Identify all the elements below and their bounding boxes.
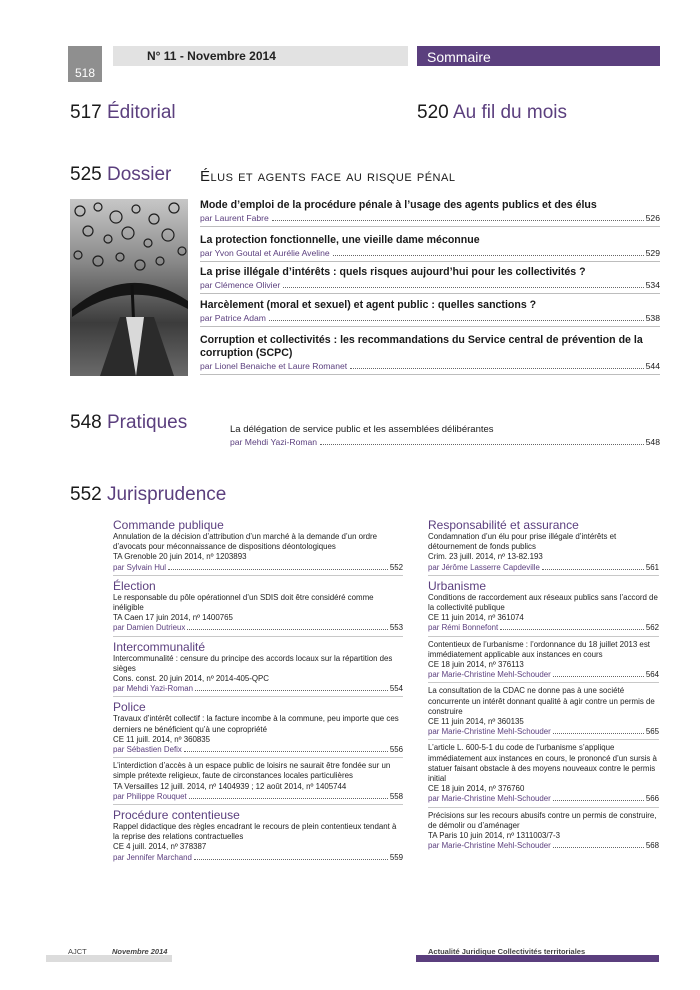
jurisprudence-right-column — [428, 515, 659, 851]
section-pratiques[interactable] — [70, 412, 187, 434]
article-byline — [200, 361, 660, 371]
article-title: La protection fonctionnelle, une vieille dame méconnue — [200, 234, 480, 246]
article-page: 544 — [645, 361, 660, 371]
case-page: 562 — [645, 623, 659, 633]
case-entry[interactable] — [428, 593, 659, 637]
case-page: 556 — [389, 745, 403, 755]
case-page: 552 — [389, 562, 403, 572]
section-label: Pratiques — [106, 412, 188, 433]
dossier-article[interactable] — [200, 299, 660, 327]
article-title: Harcèlement (moral et sexuel) et agent public : quelles sanctions ? — [200, 299, 537, 311]
divider — [113, 636, 403, 637]
article-page: 534 — [645, 280, 660, 290]
case-summary: L’interdiction d’accès à un espace public de loisirs ne saurait être fondée sur un simple prétexte religieux, faute de circonstances locales particulières — [113, 761, 391, 781]
case-reference: Crim. 23 juill. 2014, nº 13-82.193 — [428, 552, 543, 562]
case-entry[interactable] — [428, 743, 659, 807]
case-summary: Contentieux de l’urbanisme : l’ordonnance du 18 juillet 2013 est immédiatement applicable aux instances en cours — [428, 639, 650, 659]
case-author: par Marie-Christine Mehl-Schouder — [428, 727, 551, 737]
case-summary: Intercommunalité : censure du principe des accords locaux sur la répartition des sièges — [113, 653, 393, 673]
case-reference: TA Versailles 12 juill. 2014, nº 1404939 ; 12 août 2014, nº 1405744 — [113, 781, 347, 791]
case-summary: L’article L. 600-5-1 du code de l’urbanisme s’applique immédiatement aux instances en cours, le prononcé d’un sursis à statuer faisant obstacle à des moyens nouveaux contre le permis initial — [428, 743, 657, 784]
case-page: 553 — [389, 623, 403, 633]
page-number: 518 — [68, 46, 102, 82]
section-editorial[interactable] — [70, 102, 176, 124]
case-reference: CE 18 juin 2014, nº 376113 — [428, 660, 524, 670]
dossier-photo — [70, 199, 188, 376]
article-page: 548 — [645, 437, 660, 447]
article-author: par Mehdi Yazi-Roman — [230, 437, 318, 447]
article-byline — [200, 213, 660, 223]
section-fil-du-mois[interactable] — [417, 102, 567, 124]
case-reference: CE 18 juin 2014, nº 376760 — [428, 784, 525, 794]
case-summary: La consultation de la CDAC ne donne pas à une société concurrente un intérêt donnant qualité à agir contre un permis de construire — [428, 686, 655, 716]
case-entry[interactable] — [428, 640, 659, 684]
footer-journal-name: Actualité Juridique Collectivités territoriales — [428, 947, 586, 956]
article-byline — [200, 280, 660, 290]
divider — [113, 757, 403, 758]
case-summary: Rappel didactique des règles encadrant le recours de plein contentieux tendant à la reprise des relations contractuelles — [113, 822, 397, 842]
case-author: par Sébastien Defix — [113, 745, 182, 755]
category-heading: Procédure contentieuse — [113, 808, 240, 823]
case-page: 568 — [645, 841, 659, 851]
case-summary: Le responsable du pôle opérationnel d’un SDIS doit être considéré comme inéligible — [113, 592, 374, 613]
case-author: par Philippe Rouquet — [113, 791, 187, 801]
case-entry[interactable] — [113, 532, 403, 576]
section-label: Jurisprudence — [106, 484, 227, 505]
divider — [428, 682, 659, 683]
case-author: par Rémi Bonnefont — [428, 623, 499, 633]
divider — [428, 739, 659, 740]
footer-date: Novembre 2014 — [112, 947, 168, 956]
section-number: 517 — [70, 102, 102, 123]
dossier-article[interactable] — [200, 234, 660, 262]
case-author: par Marie-Christine Mehl-Schouder — [428, 841, 551, 851]
case-page: 565 — [645, 727, 659, 737]
article-title: La délégation de service public et les assemblées délibérantes — [230, 424, 494, 435]
article-author: par Lionel Benaiche et Laure Romanet — [200, 361, 348, 371]
case-page: 561 — [645, 562, 659, 572]
category-heading: Responsabilité et assurance — [428, 518, 579, 532]
divider — [428, 636, 659, 637]
case-entry[interactable] — [428, 532, 659, 576]
case-summary: Conditions de raccordement aux réseaux publics sans l’accord de la collectivité publique — [428, 592, 658, 613]
case-entry[interactable] — [113, 654, 403, 698]
article-byline — [200, 248, 660, 258]
section-label: Au fil du mois — [452, 102, 567, 123]
case-page: 564 — [645, 670, 659, 680]
case-entry[interactable] — [113, 761, 403, 805]
case-entry[interactable] — [113, 822, 403, 863]
jurisprudence-left-column — [113, 515, 403, 863]
case-summary: Annulation de la décision d’attribution d’un marché à la demande d’un ordre d’avocats pour méconnaissance de dispositions déontologiques — [113, 532, 378, 552]
case-author: par Marie-Christine Mehl-Schouder — [428, 794, 551, 804]
case-entry[interactable] — [428, 686, 659, 740]
divider — [200, 261, 660, 262]
section-jurisprudence[interactable] — [70, 484, 226, 506]
article-author: par Clémence Olivier — [200, 280, 281, 290]
section-label: Dossier — [106, 164, 172, 185]
section-number: 552 — [70, 484, 102, 505]
case-author: par Mehdi Yazi-Roman — [113, 684, 193, 694]
case-author: par Marie-Christine Mehl-Schouder — [428, 670, 551, 680]
case-author: par Sylvain Hul — [113, 562, 167, 572]
case-reference: CE 11 juin 2014, nº 361074 — [428, 613, 524, 623]
article-title: Corruption et collectivités : les recommandations du Service central de prévention de la corruption (SCPC) — [200, 334, 643, 359]
footer-bar-right — [416, 955, 659, 962]
article-page: 529 — [645, 248, 660, 258]
issue-bar: N° 11 - Novembre 2014 — [113, 46, 408, 66]
section-number: 548 — [70, 412, 102, 433]
dossier-article[interactable] — [200, 199, 660, 227]
section-banner: Sommaire — [417, 46, 660, 66]
section-dossier[interactable] — [70, 164, 171, 186]
divider — [200, 293, 660, 294]
case-author: par Damien Dutrieux — [113, 623, 186, 633]
category-heading: Élection — [113, 578, 156, 593]
article-author: par Yvon Goutal et Aurélie Aveline — [200, 248, 330, 258]
dossier-article[interactable] — [200, 334, 660, 375]
case-reference: CE 11 juill. 2014, nº 360835 — [113, 734, 211, 744]
case-entry[interactable] — [113, 714, 403, 758]
divider — [200, 326, 660, 327]
divider — [113, 575, 403, 576]
divider — [428, 807, 659, 808]
footer-journal-abbr: AJCT — [68, 947, 87, 956]
section-number: 520 — [417, 102, 449, 123]
dossier-title: Élus et agents face au risque pénal — [200, 168, 456, 185]
pratiques-article[interactable] — [230, 423, 660, 447]
case-author: par Jennifer Marchand — [113, 852, 192, 862]
case-page: 566 — [645, 794, 659, 804]
divider — [113, 804, 403, 805]
case-reference: TA Grenoble 20 juin 2014, nº 1203893 — [113, 552, 247, 562]
case-summary: Précisions sur les recours abusifs contre un permis de construire, de démolir ou d’aménager — [428, 810, 657, 830]
category-heading: Intercommunalité — [113, 639, 206, 654]
section-number: 525 — [70, 164, 102, 185]
article-title: Mode d’emploi de la procédure pénale à l’usage des agents publics et des élus — [200, 199, 597, 211]
article-author: par Patrice Adam — [200, 313, 266, 323]
divider — [200, 226, 660, 227]
case-reference: CE 11 juin 2014, nº 360135 — [428, 717, 524, 727]
article-page: 538 — [645, 313, 660, 323]
case-reference: TA Caen 17 juin 2014, nº 1400765 — [113, 613, 233, 623]
case-reference: Cons. const. 20 juin 2014, nº 2014-405-QPC — [113, 674, 269, 684]
dossier-article[interactable] — [200, 266, 660, 294]
umbrella-photo-icon — [70, 199, 188, 376]
category-heading: Commande publique — [113, 518, 224, 532]
case-reference: CE 4 juill. 2014, nº 378387 — [113, 842, 207, 852]
article-page: 526 — [645, 213, 660, 223]
case-page: 558 — [389, 791, 403, 801]
article-byline — [200, 313, 660, 323]
case-entry[interactable] — [113, 593, 403, 637]
article-author: par Laurent Fabre — [200, 213, 269, 223]
case-reference: TA Paris 10 juin 2014, nº 1311003/7-3 — [428, 831, 560, 841]
case-summary: Condamnation d’un élu pour prise illégale d’intérêts et détournement de fonds publics — [428, 532, 617, 552]
article-title: La prise illégale d’intérêts : quels risques aujourd’hui pour les collectivités ? — [200, 266, 586, 278]
case-page: 559 — [389, 852, 403, 862]
section-label: Éditorial — [106, 102, 176, 123]
case-summary: Travaux d’intérêt collectif : la facture incombe à la commune, peu importe que ces derniers ne bénéficient qu’à une copropriété — [113, 714, 399, 734]
article-byline — [230, 437, 660, 447]
category-heading: Urbanisme — [428, 578, 487, 593]
divider — [200, 374, 660, 375]
divider — [428, 575, 659, 576]
case-entry[interactable] — [428, 811, 659, 852]
category-heading: Police — [113, 700, 146, 715]
case-author: par Jérôme Lasserre Capdeville — [428, 562, 540, 572]
case-page: 554 — [389, 684, 403, 694]
footer-bar-left — [46, 955, 172, 962]
divider — [113, 696, 403, 697]
